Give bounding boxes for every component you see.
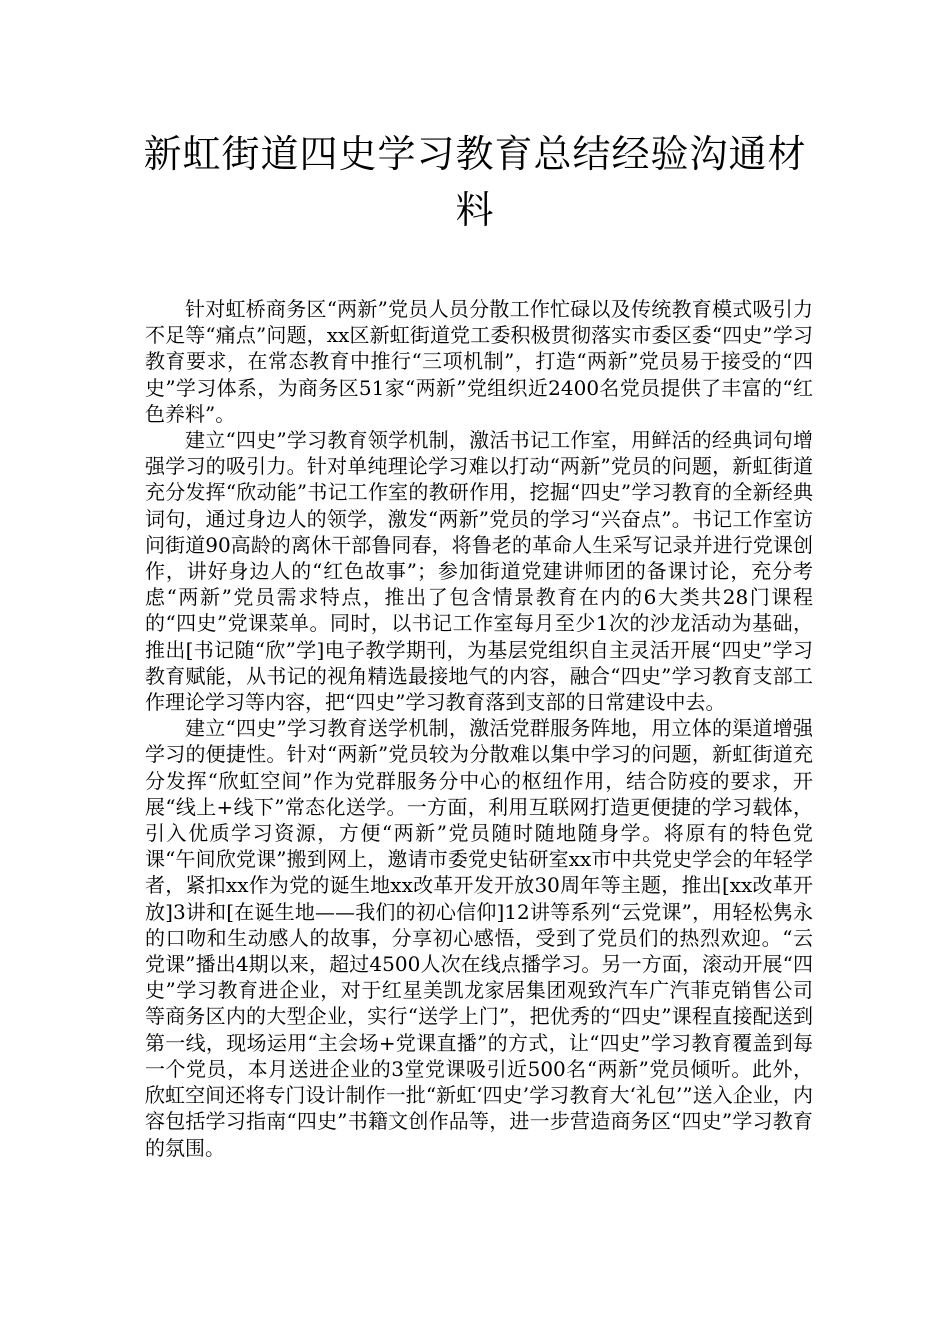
body-paragraph-3: 建立“四史”学习教育送学机制，激活党群服务阵地，用立体的渠道增强学习的便捷性。针对“两新”党员较为分散难以集中学习的问题，新虹街道充分发挥“欣虹空间”作为党群服务分中心的枢纽作用，结合防疫的要求，开展“线上+线下”常态化送学。一方面，利用互联网打造更便捷的学习载体，引入优质学习资源，方便“两新”党员随时随地随身学。将原有的特色党课“午间欣党课”搬到网上，邀请市委党史钻研室xx市中共党史学会的年轻学者，紧扣xx作为党的诞生地xx改革开发开放30周年等主题，推出[xx改革开放]3讲和[在诞生地——我们的初心信仰]12讲等系列“云党课”，用轻松隽永的口吻和生动感人的故事，分享初心感悟，受到了党员们的热烈欢迎。“云党课”播出4期以来，超过4500人次在线点播学习。另一方面，滚动开展“四史”学习教育进企业，对于红星美凯龙家居集团观致汽车广汽菲克销售公司等商务区内的大型企业，实行“送学上门”，把优秀的“四史”课程直接配送到第一线，现场运用“主会场+党课直播”的方式，让“四史”学习教育覆盖到每一个党员，本月送进企业的3堂党课吸引近500名“两新”党员倾听。此外，欣虹空间还将专门设计制作一批“新虹‘四史’学习教育大‘礼包’”送入企业，内容包括学习指南“四史”书籍文创作品等，进一步营造商务区“四史”学习教育的氛围。 — [145, 716, 813, 1160]
document-title: 新虹街道四史学习教育总结经验沟通材料 — [143, 132, 807, 232]
document-body — [145, 296, 813, 1161]
body-paragraph-2: 建立“四史”学习教育领学机制，激活书记工作室，用鲜活的经典词句增强学习的吸引力。针对单纯理论学习难以打动“两新”党员的问题，新虹街道充分发挥“欣动能”书记工作室的教研作用，挖掘“四史”学习教育的全新经典词句，通过身边人的领学，激发“两新”党员的学习“兴奋点”。书记工作室访问街道90高龄的离休干部鲁同春，将鲁老的革命人生采写记录并进行党课创作，讲好身边人的“红色故事”；参加街道党建讲师团的备课讨论，充分考虑“两新”党员需求特点，推出了包含情景教育在内的6大类共28门课程的“四史”党课菜单。同时，以书记工作室每月至少1次的沙龙活动为基础，推出[书记随“欣”学]电子教学期刊，为基层党组织自主灵活开展“四史”学习教育赋能，从书记的视角精选最接地气的内容，融合“四史”学习教育支部工作理论学习等内容，把“四史”学习教育落到支部的日常建设中去。 — [145, 428, 813, 715]
body-paragraph-1: 针对虹桥商务区“两新”党员人员分散工作忙碌以及传统教育模式吸引力不足等“痛点”问题，xx区新虹街道党工委积极贯彻落实市委区委“四史”学习教育要求，在常态教育中推行“三项机制”，打造“两新”党员易于接受的“四史”学习体系，为商务区51家“两新”党组织近2400名党员提供了丰富的“红色养料”。 — [145, 297, 813, 426]
